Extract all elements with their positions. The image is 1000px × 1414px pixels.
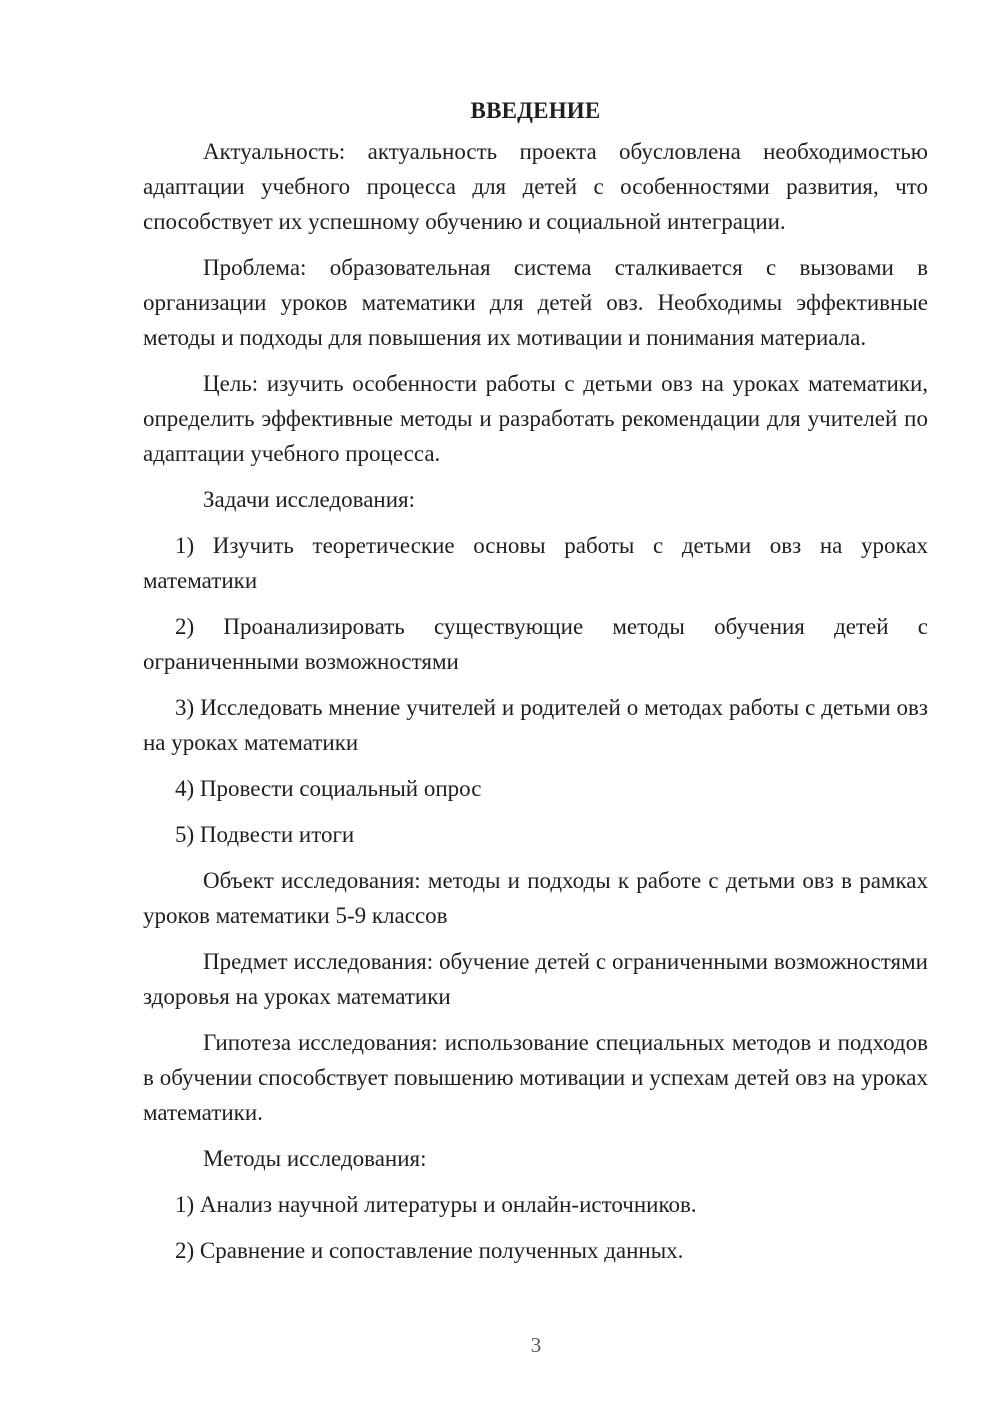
task-item: 1) Изучить теоретические основы работы с детьми овз на уроках математики (143, 533, 928, 593)
goal-paragraph: Цель: изучить особенности работы с детьми овз на уроках математики, определить эффективные методы и разработать рекомендации для учителей по адаптации учебного процесса. (143, 371, 928, 466)
document-title: ВВЕДЕНИЕ (470, 98, 601, 123)
page-number: 3 (530, 1333, 542, 1357)
subject-paragraph: Предмет исследования: обучение детей с ограниченными возможностями здоровья на уроках математики (143, 949, 928, 1009)
object-paragraph: Объект исследования: методы и подходы к работе с детьми овз в рамках уроков математики 5-9 классов (143, 868, 928, 928)
document-page (143, 93, 928, 1279)
task-item: 2) Проанализировать существующие методы обучения детей с ограниченными возможностями (143, 614, 928, 674)
task-item: 4) Провести социальный опрос (175, 776, 482, 801)
hypothesis-paragraph: Гипотеза исследования: использование специальных методов и подходов в обучении способствует повышению мотивации и успехам детей овз на уроках математики. (143, 1030, 928, 1125)
method-item: 2) Сравнение и сопоставление полученных данных. (175, 1238, 684, 1263)
methods-heading: Методы исследования: (203, 1146, 427, 1171)
tasks-heading: Задачи исследования: (203, 487, 416, 512)
relevance-paragraph: Актуальность: актуальность проекта обусловлена необходимостью адаптации учебного процесса для детей с особенностями развития, что способствует их успешному обучению и социальной интеграции. (143, 139, 928, 234)
task-item: 3) Исследовать мнение учителей и родителей о методах работы с детьми овз на уроках математики (143, 695, 928, 755)
method-item: 1) Анализ научной литературы и онлайн-источников. (175, 1192, 697, 1217)
task-item: 5) Подвести итоги (175, 822, 355, 847)
problem-paragraph: Проблема: образовательная система сталкивается с вызовами в организации уроков математики для детей овз. Необходимы эффективные методы и подходы для повышения их мотивации и понимания материала. (143, 255, 928, 350)
